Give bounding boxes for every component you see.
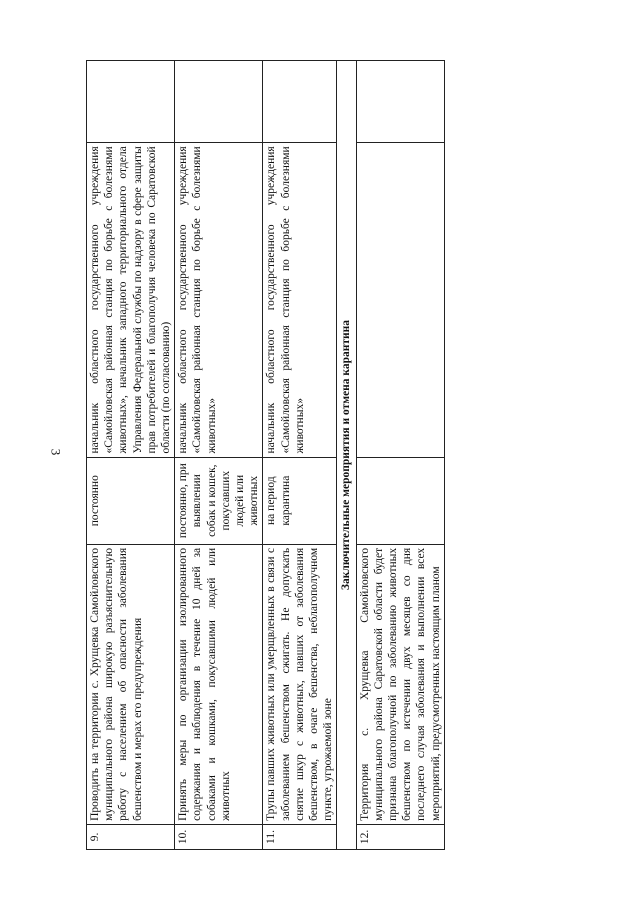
row-number: 9. — [87, 824, 175, 849]
responsible-cell: начальник областного государственного учреждения «Самойловская районная станция по борьбе с болезнями животных» — [263, 143, 337, 457]
measure-text: Проводить на территории с. Хрущевка Самойловского муниципального района широкую разъяснительную работу с населением об опасности заболевания бешенством и мерах его предупреждения — [87, 544, 175, 824]
row-number: 10. — [175, 824, 263, 849]
term-cell — [356, 457, 444, 544]
measure-text: Принять меры по организации изолированного содержания и наблюдения в течение 10 дней за собаками и кошками, покусавшими людей или животных — [175, 544, 263, 824]
document-sheet — [86, 60, 492, 850]
responsible-cell: начальник областного государственного учреждения «Самойловская районная станция по борьбе с болезнями животных» — [175, 143, 263, 457]
empty-cell — [356, 61, 444, 143]
table-row — [175, 61, 263, 850]
page-number: 3 — [48, 448, 64, 456]
rotated-table-container — [86, 60, 492, 850]
table-row — [87, 61, 175, 850]
term-cell: на период карантина — [263, 457, 337, 544]
term-cell: постоянно — [87, 457, 175, 544]
measure-text: Территория с. Хрущевка Самойловского муниципального района Саратовской области будет признана благополучной по заболеванию животных бешенством по истечении двух месяцев со дня последнего случая заболевания и выполнении всех мероприятий, предусмотренных настоящим планом — [356, 544, 444, 824]
section-heading-row — [337, 61, 356, 850]
empty-cell — [175, 61, 263, 143]
empty-cell — [263, 61, 337, 143]
table-row — [263, 61, 337, 850]
responsible-cell: начальник областного государственного учреждения «Самойловская районная станция по борьбе с болезнями животных», начальник западного территориального отдела Управления Федеральной службы по надзору в сфере защиты прав потребителей и благополучия человека по Саратовской области (по согласованию) — [87, 143, 175, 457]
responsible-cell — [356, 143, 444, 457]
measure-text: Трупы павших животных или умерщвленных в связи с заболеванием бешенством сжигать. Не допускать снятие шкур с животных, павших от заболевания бешенством, в очаге бешенства, неблагополучном пункте, угрожаемой зоне — [263, 544, 337, 824]
term-cell: постоянно, при выявлении собак и кошек, покусавших людей или животных — [175, 457, 263, 544]
empty-cell — [87, 61, 175, 143]
row-number: 12. — [356, 824, 444, 849]
table-row — [356, 61, 444, 850]
section-heading: Заключительные мероприятия и отмена карантина — [337, 61, 356, 850]
measures-table — [86, 60, 445, 850]
row-number: 11. — [263, 824, 337, 849]
